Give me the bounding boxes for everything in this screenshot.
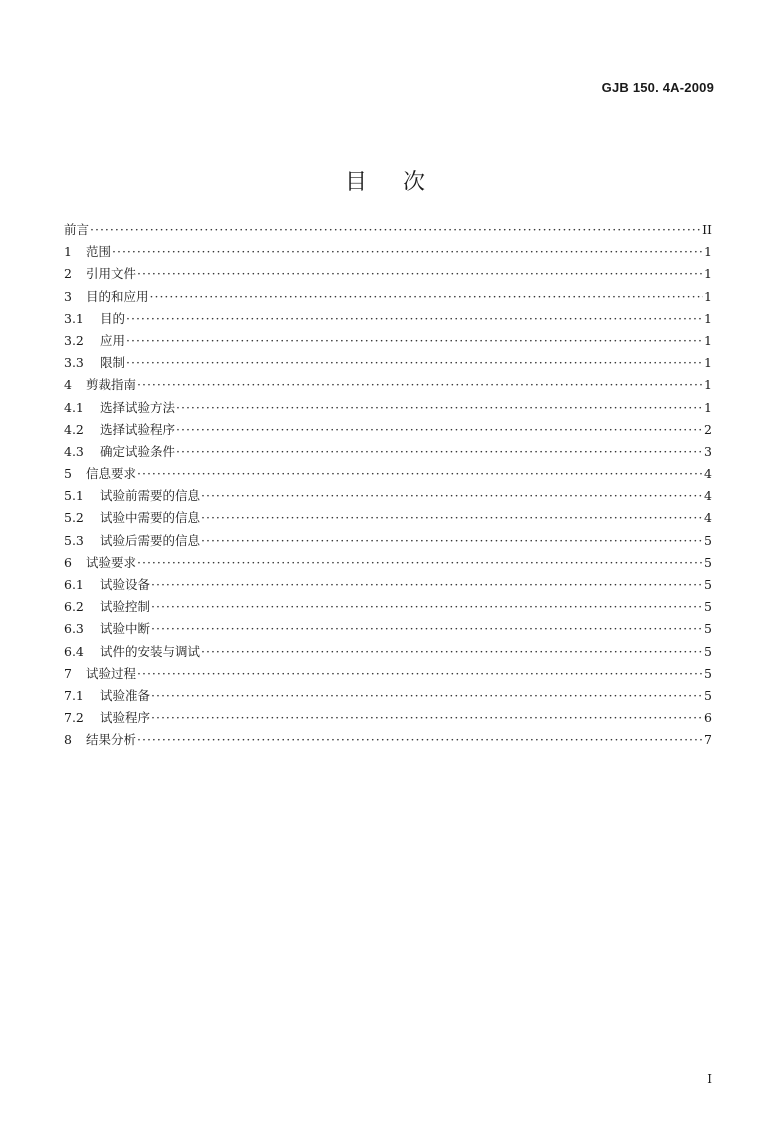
dot-leader	[176, 441, 703, 463]
toc-entry-label: 试验后需要的信息	[100, 532, 201, 548]
dot-leader	[126, 352, 703, 374]
toc-entry-page: 6	[704, 710, 712, 726]
toc-entry-label: 选择试验程序	[100, 421, 176, 437]
toc-entry-page: 7	[704, 732, 712, 748]
dot-leader	[201, 641, 703, 663]
dot-leader	[137, 463, 703, 485]
toc-entry-page: 5	[704, 643, 712, 659]
toc-entry-page: 1	[704, 355, 712, 371]
dot-leader	[201, 507, 703, 529]
toc-entry-label: 引用文件	[86, 266, 137, 282]
toc-entry-number: 5.3	[64, 532, 84, 548]
toc-entry-page: 2	[704, 421, 712, 437]
toc-entry-label: 试验程序	[100, 710, 151, 726]
toc-entry-number: 6.3	[64, 621, 84, 637]
toc-entry[interactable]	[64, 241, 712, 263]
toc-entry[interactable]	[64, 374, 712, 396]
toc-entry-page: 1	[704, 377, 712, 393]
toc-entry-number: 5.2	[64, 510, 84, 526]
toc-entry-number: 6.2	[64, 599, 84, 615]
dot-leader	[150, 286, 704, 308]
toc-entry-label: 试验要求	[86, 554, 137, 570]
dot-leader	[151, 707, 703, 729]
toc-entry[interactable]	[64, 685, 712, 707]
toc-entry-number: 4	[64, 377, 72, 393]
toc-entry-label: 试验过程	[86, 665, 137, 681]
toc-entry[interactable]	[64, 219, 712, 241]
toc-entry-label: 限制	[100, 355, 126, 371]
toc-entry[interactable]	[64, 507, 712, 529]
dot-leader	[176, 397, 703, 419]
dot-leader	[201, 485, 703, 507]
toc-entry-number: 1	[64, 244, 72, 260]
dot-leader	[137, 374, 703, 396]
dot-leader	[151, 574, 703, 596]
toc-entry[interactable]	[64, 485, 712, 507]
toc-entry[interactable]	[64, 596, 712, 618]
toc-entry-page: 1	[704, 244, 712, 260]
toc-entry-number: 3.2	[64, 332, 84, 348]
toc-entry-page: 5	[704, 554, 712, 570]
toc-entry-page: 5	[704, 687, 712, 703]
toc-entry-label: 试验中需要的信息	[100, 510, 201, 526]
toc-entry-number: 5	[64, 466, 72, 482]
toc-entry[interactable]	[64, 441, 712, 463]
toc-entry-number: 7.1	[64, 687, 84, 703]
toc-entry-label: 试件的安装与调试	[100, 643, 201, 659]
dot-leader	[137, 263, 703, 285]
dot-leader	[151, 685, 703, 707]
toc-entry[interactable]	[64, 574, 712, 596]
toc-entry[interactable]	[64, 286, 712, 308]
toc-entry-page: 5	[704, 599, 712, 615]
toc-entry-number: 4.3	[64, 443, 84, 459]
toc-entry-label: 试验设备	[100, 577, 151, 592]
toc-entry[interactable]	[64, 618, 712, 640]
toc-entry-number: 2	[64, 266, 72, 282]
dot-leader	[126, 330, 703, 352]
toc-entry-page: 5	[704, 577, 712, 592]
toc-entry[interactable]	[64, 663, 712, 685]
toc-entry-label: 选择试验方法	[100, 399, 176, 415]
toc-entry-number: 3	[64, 288, 72, 304]
toc-entry-page: 3	[704, 443, 712, 459]
toc-entry-page: 1	[704, 310, 712, 326]
title-char: 目	[344, 169, 367, 195]
toc-entry[interactable]	[64, 707, 712, 729]
dot-leader	[137, 663, 703, 685]
toc-entry-number: 8	[64, 732, 72, 748]
dot-leader	[90, 219, 701, 241]
toc-entry-label: 前言	[64, 222, 90, 237]
toc-entry-label: 信息要求	[86, 466, 137, 482]
toc-entry-number: 6.4	[64, 643, 84, 659]
toc-entry-page: 5	[704, 621, 712, 637]
toc-entry-label: 范围	[86, 244, 112, 260]
toc-entry-label: 试验准备	[100, 687, 151, 703]
toc-entry[interactable]	[64, 308, 712, 330]
toc-entry[interactable]	[64, 397, 712, 419]
title-char: 次	[403, 169, 426, 195]
toc-entry-label: 结果分析	[86, 732, 137, 748]
toc-entry-number: 6.1	[64, 577, 84, 592]
toc-entry[interactable]	[64, 263, 712, 285]
toc-entry[interactable]	[64, 729, 712, 751]
toc-entry-number: 7	[64, 665, 72, 681]
toc-entry-page: 5	[704, 665, 712, 681]
toc-entry-page: 4	[704, 510, 712, 526]
toc-entry[interactable]	[64, 463, 712, 485]
page-title	[0, 165, 770, 196]
toc-entry[interactable]	[64, 330, 712, 352]
table-of-contents	[64, 219, 712, 752]
dot-leader	[137, 552, 703, 574]
toc-entry-label: 试验中断	[100, 621, 151, 637]
toc-entry-label: 剪裁指南	[86, 377, 137, 393]
toc-entry-number: 7.2	[64, 710, 84, 726]
dot-leader	[201, 530, 703, 552]
toc-entry-page: II	[702, 222, 712, 237]
toc-entry-label: 应用	[100, 332, 126, 348]
dot-leader	[151, 618, 703, 640]
toc-entry-page: 5	[704, 532, 712, 548]
toc-entry-number: 3.1	[64, 310, 84, 326]
toc-entry[interactable]	[64, 641, 712, 663]
dot-leader	[151, 596, 703, 618]
dot-leader	[176, 419, 703, 441]
toc-entry[interactable]	[64, 530, 712, 552]
toc-entry-page: 1	[704, 332, 712, 348]
toc-entry-page: 1	[704, 288, 712, 304]
toc-entry-page: 1	[704, 399, 712, 415]
page-number: I	[707, 1072, 712, 1086]
toc-entry-label: 试验控制	[100, 599, 151, 615]
toc-entry-number: 4.1	[64, 399, 84, 415]
toc-entry[interactable]	[64, 419, 712, 441]
dot-leader	[112, 241, 703, 263]
toc-entry-label: 目的	[100, 310, 126, 326]
toc-entry[interactable]	[64, 552, 712, 574]
dot-leader	[126, 308, 703, 330]
document-code: GJB 150. 4A-2009	[601, 80, 714, 95]
toc-entry-number: 3.3	[64, 355, 84, 371]
toc-entry-page: 4	[704, 466, 712, 482]
toc-entry-number: 4.2	[64, 421, 84, 437]
toc-entry-number: 5.1	[64, 488, 84, 504]
toc-entry-number: 6	[64, 554, 72, 570]
dot-leader	[137, 729, 703, 751]
toc-entry-label: 试验前需要的信息	[100, 488, 201, 504]
toc-entry-label: 目的和应用	[86, 288, 149, 304]
toc-entry-page: 1	[704, 266, 712, 282]
toc-entry[interactable]	[64, 352, 712, 374]
toc-entry-label: 确定试验条件	[100, 443, 176, 459]
toc-entry-page: 4	[704, 488, 712, 504]
